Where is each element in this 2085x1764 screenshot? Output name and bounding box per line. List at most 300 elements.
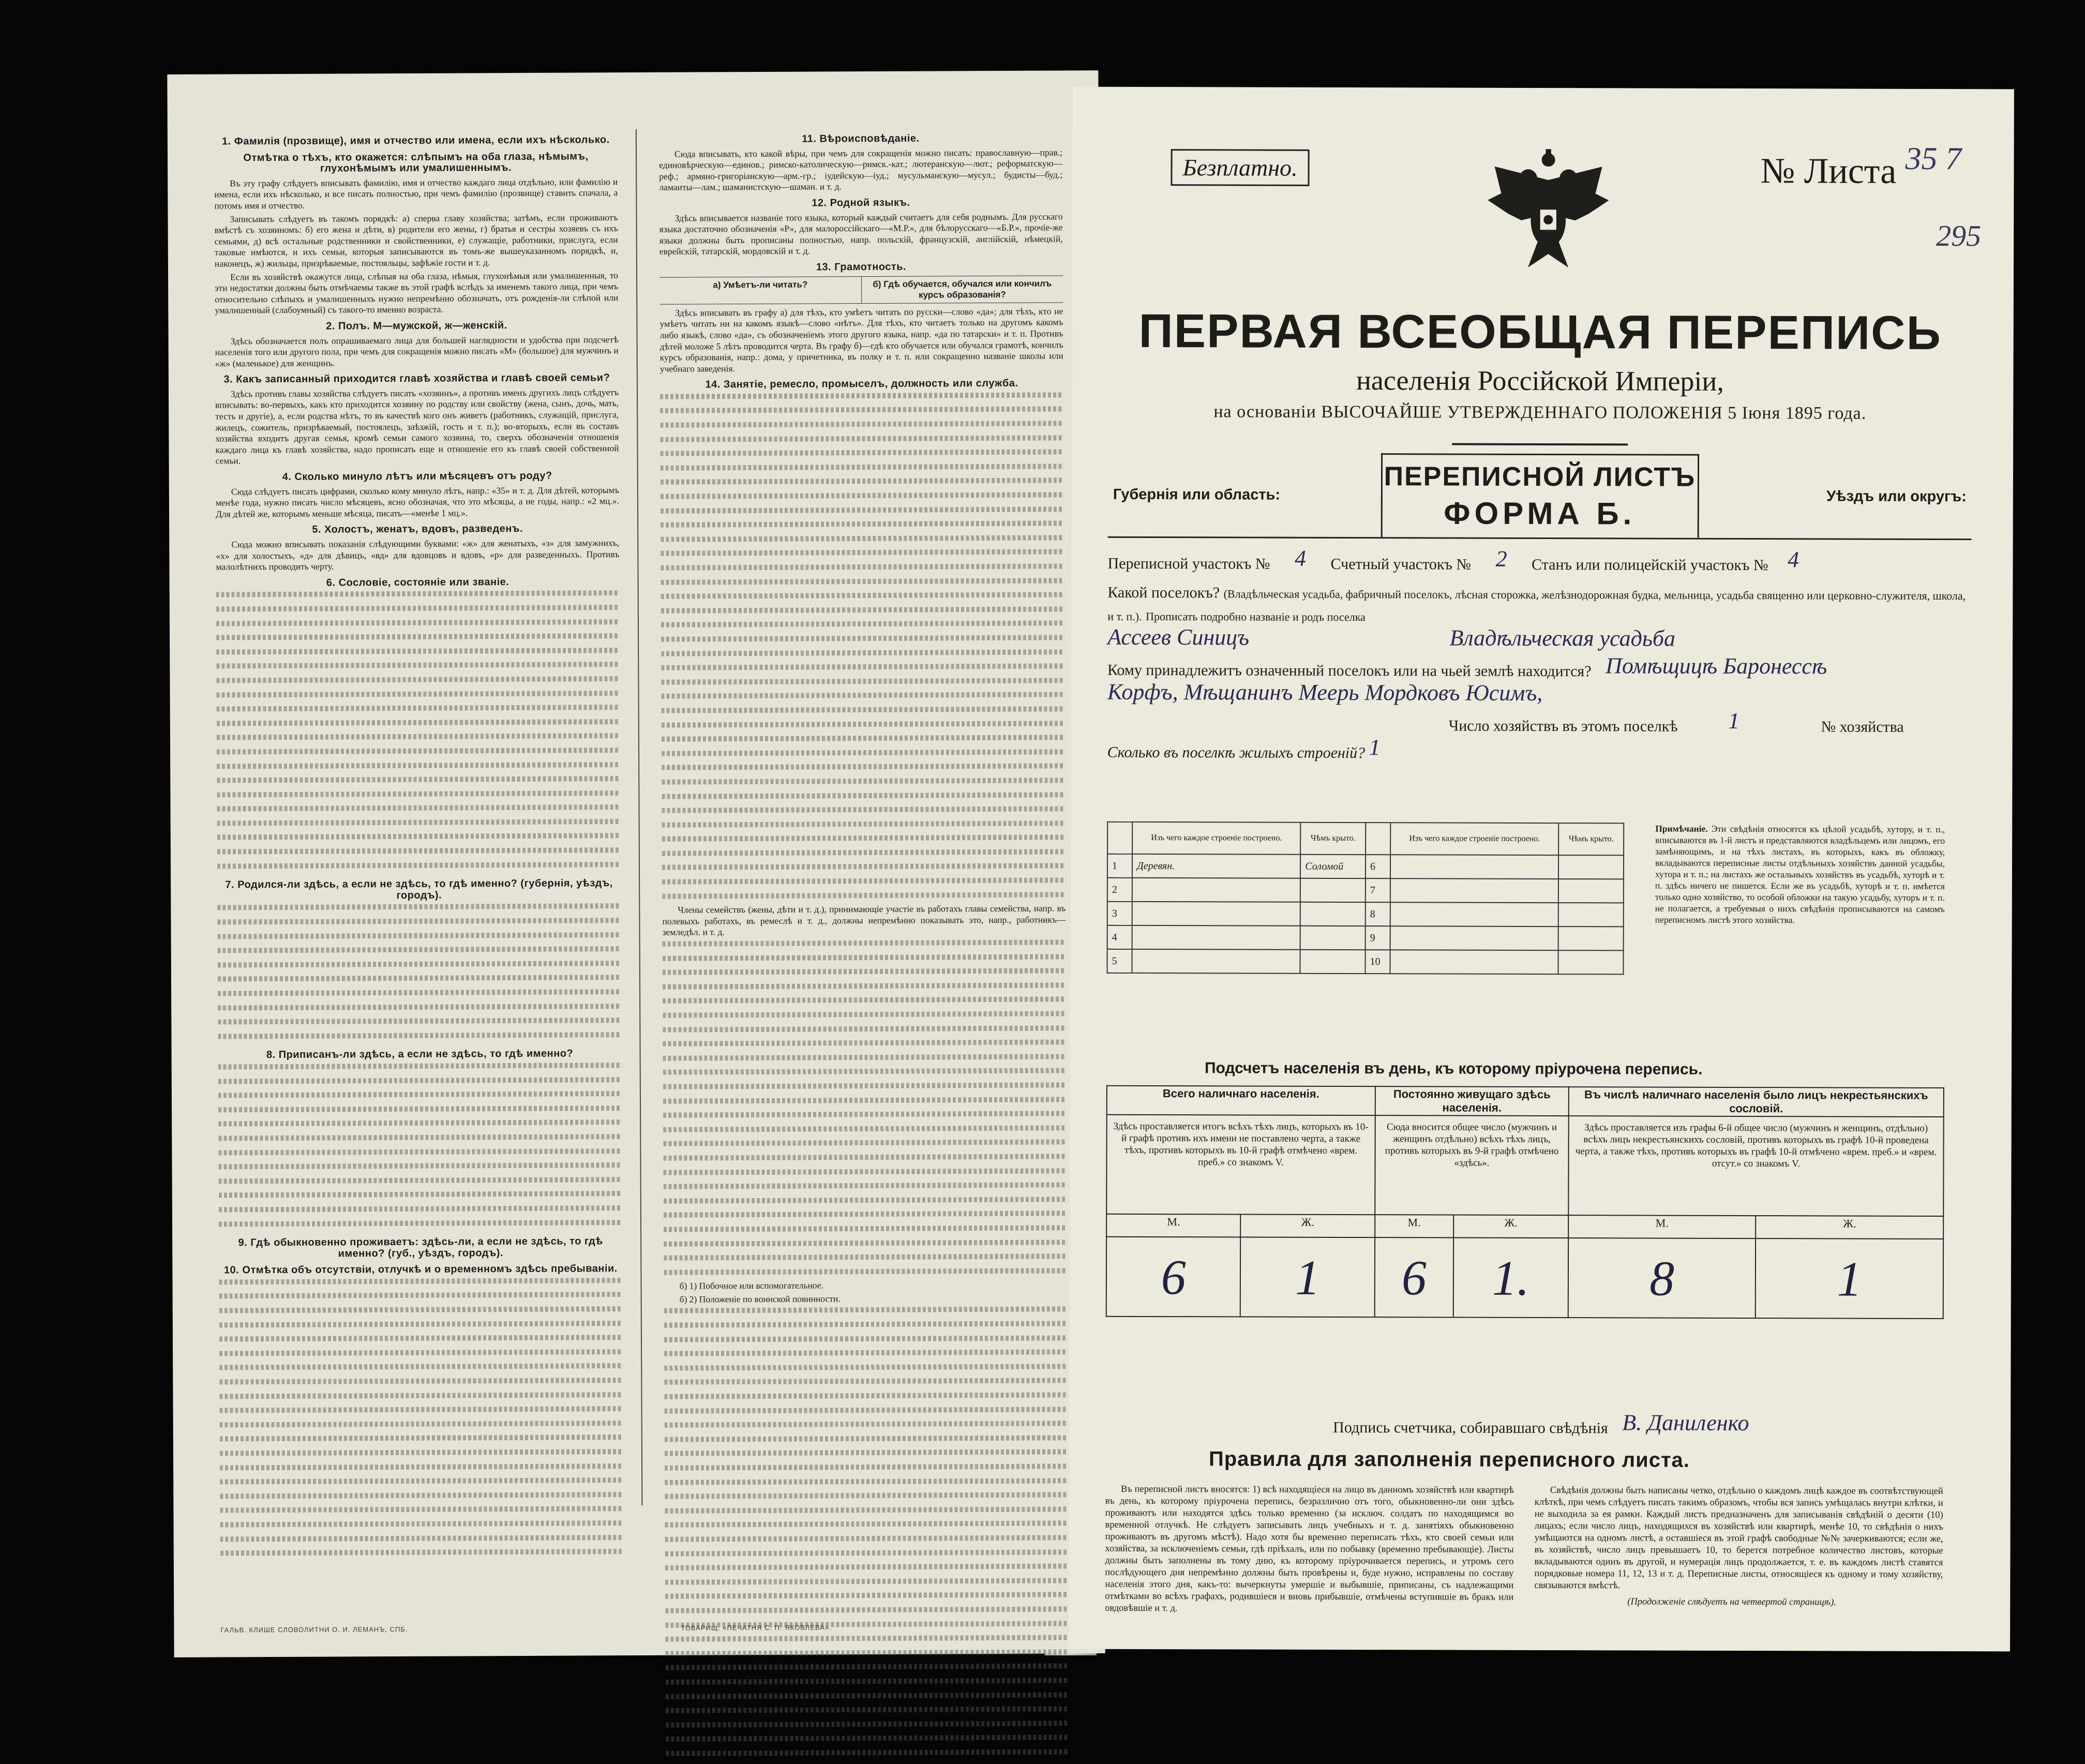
illegible-text-line [219, 1191, 622, 1204]
building-no-cell: 4 [1107, 925, 1132, 949]
roof-header-right: Чѣмъ крыто. [1558, 823, 1624, 855]
building-material-cell [1132, 925, 1300, 950]
page-header [1108, 141, 1982, 253]
settlement-value-2: Ассеев Синицъ [1107, 624, 1250, 650]
census-title: ПЕРВАЯ ВСЕОБЩАЯ ПЕРЕПИСЬ [1138, 304, 1942, 360]
illegible-text-line [218, 975, 621, 988]
illegible-text-line [661, 621, 1064, 634]
illegible-text-line [666, 1649, 1069, 1662]
female-label: Ж. [1453, 1215, 1568, 1238]
section-heading: 4. Сколько минуло лѣтъ или мѣсяцевъ отъ роду? [282, 470, 552, 483]
illegible-text-line [662, 778, 1065, 790]
building-no-cell: 8 [1366, 902, 1390, 926]
illegible-text-line [665, 1421, 1068, 1434]
tally-column-head: Всего наличнаго населенія. [1107, 1086, 1375, 1115]
building-roof-cell [1558, 903, 1624, 926]
settlement-hint: (Владѣльческая усадьба, фабричный поселокъ, лѣсная сторожка, желѣзнодорожная будка, мельница, усадьба священно или церковно-служителя, школа, и т. п.). [1107, 587, 1966, 623]
note-text: Эти свѣдѣнія относятся къ цѣлой усадьбѣ, хутору, и т. п., вписываются въ 1-й листъ и представляются владѣльцемъ или лицомъ, его замѣняющимъ, и на тѣхъ листахъ, въ которыхъ, какъ въ обложку, вкладываются переписные листы отдѣльныхъ хозяйствъ данной усадьбы, хутора и т. п.; на листахъ же остальныхъ хозяйствъ въ усадьбѣ, хуторѣ и т. п. здѣсь ничего не пишется. Если же въ усадьбѣ, хуторѣ и т. п. имѣется только одно хозяйство, то особой обложки на такую усадьбу, хуторъ и т. п. не полагается, а требуемыя о нихъ свѣдѣнія прописываются на самомъ переписномъ листѣ этого хозяйства. [1655, 823, 1945, 925]
household-no-label: № хозяйства [1821, 718, 1904, 736]
illegible-text-line [216, 676, 620, 689]
section-text: Члены семействъ (жены, дѣти и т. д.), принимающіе участіе въ работахъ главы семейства, напр. въ полевыхъ работахъ, въ ремеслѣ и т. д., должны непремѣнно показывать это, напр., работникъ—земледѣл. и т. д. [662, 903, 1066, 938]
illegible-text-line [664, 1378, 1068, 1391]
illegible-text-line [218, 932, 621, 945]
illegible-text-line [665, 1435, 1068, 1448]
illegible-text-line [664, 1392, 1068, 1405]
section-heading: 12. Родной языкъ. [812, 197, 910, 209]
illegible-text-line [661, 450, 1064, 462]
right-page [1069, 87, 2014, 1652]
gubernia-label: Губернія или область: [1113, 486, 1281, 503]
illegible-text-line [217, 762, 620, 775]
building-row [1107, 854, 1624, 879]
illegible-text-line [219, 1292, 623, 1305]
building-no-cell: 5 [1107, 949, 1132, 973]
tally-table [1106, 1085, 1944, 1319]
illegible-text-line [663, 1154, 1067, 1167]
building-no-cell: 7 [1366, 878, 1390, 902]
illegible-text-line [663, 1097, 1067, 1110]
illegible-text-line [664, 1211, 1067, 1224]
imprint-left: ГАЛЬВ. КЛИШЕ СЛОВОЛИТНИ О. И. ЛЕМАНЪ, СПБ. [220, 1625, 408, 1634]
illegible-text-line [218, 1004, 621, 1016]
stan-value: 4 [1788, 547, 1799, 573]
buildings-label: Сколько въ поселкѣ жилыхъ строеній? [1107, 743, 1366, 762]
building-material-cell [1390, 950, 1558, 974]
owner-value: Помѣщицѣ Баронессѣ [1606, 653, 1827, 679]
settlement-name-hint: Прописать подробно названіе и родъ поселка [1146, 609, 1366, 624]
building-row [1107, 902, 1624, 927]
section-text: Здѣсь вписывать въ графу а) для тѣхъ, кто умѣетъ читать по русски—слово «да»; для тѣхъ, кто не умѣетъ читать ни на какомъ языкѣ—слово «нѣтъ». Для тѣхъ, кто читаетъ только на другомъ какомъ либо языкѣ, слово «да», съ обозначеніемъ этого другого языка, напр. «да по татарски» и т. п. Противъ дѣтей моложе 5 лѣтъ проводится черта. Въ графу б)—гдѣ кто обучается или обучался грамотѣ, кончилъ курсъ образованія, напр.: дома, у причетника, въ полку и т. п. или сокращенно названіе школы или учебнаго заведенія. [659, 306, 1063, 374]
rules-title: Правила для заполненія переписного листа. [1208, 1447, 1690, 1472]
form-label: ФОРМА Б. [1444, 496, 1636, 531]
illegible-text-line [662, 835, 1066, 848]
illegible-text-line [220, 1406, 623, 1419]
illegible-text-line [660, 435, 1063, 448]
illegible-text-line [220, 1535, 624, 1548]
illegible-text-line [663, 1140, 1067, 1153]
building-roof-cell [1558, 879, 1624, 903]
buildings-note [1655, 823, 1945, 926]
census-subtitle: населенія Россійской Имперіи, [1356, 365, 1724, 397]
building-material-cell [1132, 902, 1300, 926]
divider [1452, 443, 1628, 446]
section-heading: 11. Вѣроисповѣданіе. [802, 132, 920, 145]
female-count: 1. [1453, 1238, 1568, 1318]
census-basis: на основаніи ВЫСОЧАЙШЕ УТВЕРЖДЕННАГО ПОЛОЖЕНІЯ 5 Іюня 1895 года. [1213, 402, 1867, 423]
illegible-text-line [220, 1435, 623, 1448]
illegible-text-line [218, 1063, 622, 1075]
section-heading: 2. Полъ. М—мужской, ж—женскій. [326, 319, 507, 332]
section-heading: 6. Сословіе, состояніе или званіе. [326, 576, 509, 589]
illegible-text-line [664, 1197, 1067, 1209]
count-value: 2 [1495, 546, 1507, 572]
building-material-cell [1132, 878, 1300, 902]
illegible-text-line [220, 1492, 623, 1505]
illegible-text-line [662, 877, 1066, 890]
illegible-text-line [663, 1111, 1067, 1124]
rules-left: Въ переписной листъ вносятся: 1) всѣ находящіеся на лицо въ данномъ хозяйствѣ или квартирѣ въ день, къ которому пріурочена перепись, безразлично отъ того, обыкновенно-ли они здѣсь проживаютъ или находятся здѣсь только временно (за исключ. солдатъ по находящимся во временной отлучкѣ. Не слѣдуетъ записывать лицъ учебныхъ и т. д. занятіяхъ обыкновенно проживаютъ въ другомъ мѣстѣ). Надо хотя бы временно переписать тѣхъ, кто своей семьи или хозяйства, за исключеніемъ семьи, гдѣ пріѣхалъ, или по побывку (временно пребывающіе). Листы должны быть заполнены въ тому дню, къ которому пріурочивается перепись, и утромъ сего послѣдующего дня непремѣнно должны быть провѣрены и, буде нужно, исправлены по составу населенія этого дня, какъ-то: вычеркнуты умершіе и выбывшіе, приписаны, съ надлежащими отмѣтками во всѣхъ графахъ, родившіеся и вновь прибывшіе, отмѣчены вступившіе въ бракъ или овдовѣвшіе и т. д. [1105, 1484, 1514, 1614]
building-material-cell [1390, 902, 1558, 926]
tally-column-head: Постоянно живущаго здѣсь населенія. [1375, 1086, 1569, 1116]
illegible-text-line [664, 1307, 1068, 1320]
illegible-text-line [662, 749, 1065, 762]
precinct-value: 4 [1294, 545, 1307, 571]
building-no-cell: 2 [1107, 878, 1132, 902]
illegible-text-line [219, 1177, 622, 1190]
male-label: М. [1106, 1214, 1241, 1237]
illegible-text-line [217, 833, 621, 846]
illegible-text-line [219, 1205, 622, 1218]
illegible-text-line [219, 1335, 623, 1348]
illegible-text-line [665, 1492, 1068, 1505]
illegible-text-line [666, 1721, 1069, 1733]
illegible-text-line [663, 1040, 1066, 1053]
illegible-text-line [663, 1068, 1067, 1081]
illegible-text-line [664, 1239, 1067, 1252]
illegible-text-line [217, 904, 621, 917]
section-text: б) 1) Побочное или вспомогательное. [679, 1280, 823, 1291]
building-row [1107, 949, 1623, 975]
section-heading: Отмѣтка о тѣхъ, кто окажется: слѣпымъ на оба глаза, нѣмымъ, глухонѣмымъ или умалишеннымъ. [243, 150, 589, 174]
buildings-table [1106, 821, 1624, 975]
buildings-line [1107, 735, 1971, 766]
illegible-text-line [217, 748, 620, 760]
illegible-text-line [220, 1520, 624, 1533]
illegible-text-line [665, 1506, 1068, 1519]
section-text: Сюда слѣдуетъ писать цифрами, сколько кому минуло лѣтъ, напр.: «35» и т. д. Для дѣтей, которымъ менѣе года, нужно писать число мѣсяцевъ, ясно обозначая, что это мѣсяцы, а не годы, напр.: «2 мц.». Для дѣтей же, которымъ меньше мѣсяца, писать—«менѣе 1 мц.». [215, 484, 619, 519]
illegible-text-line [217, 691, 620, 704]
sheet-number-label: № Листа [1760, 151, 1897, 191]
female-count: 1 [1756, 1238, 1943, 1319]
signature-label: Подпись счетчика, собиравшаго свѣдѣнія [1333, 1418, 1608, 1437]
illegible-text-line [218, 946, 621, 959]
section-text: Здѣсь вписывается названіе того языка, который каждый считаетъ для себя роднымъ. Для русскаго языка достаточно обозначенія «Р», для малороссійскаго—«М.Р.», для бѣлорусскаго—«Б.Р.», прочіе-же языки должны быть прописаны полностью, напр. польскій, французскій, англійскій, нѣмецкій, еврейскій, татарскій, мордовскій и т. д. [659, 211, 1063, 257]
illegible-text-line [218, 1091, 622, 1104]
male-count: 8 [1568, 1238, 1756, 1318]
form-title-box [1381, 453, 1699, 538]
material-header-right: Изъ чего каждое строеніе построено. [1390, 823, 1558, 855]
illegible-text-line [216, 591, 620, 604]
illegible-text-line [219, 1392, 623, 1405]
tally-title: Подсчетъ населенія въ день, къ которому пріурочена перепись. [1204, 1059, 1703, 1078]
illegible-text-line [218, 1148, 622, 1161]
section-text: Записывать слѣдуетъ въ такомъ порядкѣ: а) сперва главу хозяйства; затѣмъ, если проживаютъ вмѣстѣ съ хозяиномъ: б) его жена и дѣти, в) родители его жены, г) братья и сестры хозяевъ съ ихъ семьями, д) всѣ остальные родственники и свойственники, е) служащіе, работники, прислуга, если таковые имѣются, и ихъ семьи, которыя записываются въ томъ-же вышеуказанномъ порядкѣ, и, наконецъ, ж) жильцы, призрѣваемые, постояльцы, зафѣжіе гости и т. д. [214, 212, 618, 269]
signature-line [1333, 1412, 1749, 1439]
buildings-table-header [1107, 822, 1624, 856]
illegible-text-line [218, 1018, 621, 1030]
section-text: Въ эту графу слѣдуетъ вписывать фамилію, имя и отчество каждаго лица отдѣльно, или фамилію и имена, если ихъ нѣсколько, и все писать полностью, при чемъ фамилію (прозвище) ставить спачала, а потомъ имя и отчество. [214, 176, 618, 211]
male-label: М. [1568, 1215, 1756, 1238]
illegible-text-line [661, 464, 1064, 476]
illegible-text-line [663, 1054, 1067, 1067]
instructions-column-2 [659, 127, 1070, 1762]
illegible-text-line [219, 1220, 622, 1233]
illegible-text-line [664, 1182, 1067, 1195]
illegible-text-line [664, 1335, 1068, 1348]
material-header-left: Изъ чего каждое строеніе построено. [1132, 822, 1300, 855]
illegible-text-line [217, 719, 620, 732]
illegible-text-line [216, 619, 620, 632]
section-text: Здѣсь противъ главы хозяйства слѣдуетъ писать «хозяинъ», а противъ именъ другихъ лицъ слѣдуетъ вписывать: во-первыхъ, какъ кто приходится хозяину по родству или свойству (жена, сынъ, дочь, мать, тесть и другіе), а, если родства нѣтъ, то въ качествѣ кого онъ живетъ (работникъ, служащій, прислуга, жилецъ, сожитель, призрѣваемый, постоялецъ, заѣзжій, гость и т. п.); во-вторыхъ, если въ составъ хозяйства входитъ другая семья, кромѣ семьи самого хозяина, то, сверхъ обозначенія отношенія каждаго лица къ главѣ хозяйства, надо прописать еще и отношеніе его къ главѣ своей собственной семьи. [215, 387, 619, 466]
illegible-text-line [665, 1578, 1069, 1591]
section-heading: 8. Приписанъ-ли здѣсь, а если не здѣсь, то гдѣ именно? [266, 1048, 574, 1061]
instructions-column-1 [214, 129, 624, 1562]
illegible-text-line [665, 1564, 1069, 1577]
illegible-text-line [663, 954, 1066, 967]
building-roof-cell [1300, 878, 1366, 902]
illegible-text-line [665, 1535, 1069, 1548]
section-heading: 1. Фамилія (прозвище), имя и отчество или имена, если ихъ нѣсколько. [221, 134, 610, 147]
precinct-label: Переписной участокъ № [1107, 555, 1270, 573]
imprint-right: ТОВАРИЩ. «ПЕЧАТНЯ С. П. ЯКОВЛЕВА». [681, 1623, 832, 1632]
count-label: Счетный участокъ № [1330, 555, 1472, 573]
building-roof-cell [1300, 950, 1366, 974]
owner-label: Кому принадлежитъ означенный поселокъ или на чьей землѣ находится? [1107, 661, 1592, 680]
building-material-cell [1132, 949, 1300, 974]
male-label: М. [1375, 1215, 1453, 1237]
section-heading: 13. Грамотность. [816, 261, 907, 273]
building-no-cell: 1 [1107, 854, 1132, 878]
building-material-cell [1390, 855, 1558, 879]
illegible-text-line [217, 705, 620, 717]
illegible-text-line [661, 606, 1064, 619]
note-head: Примѣчаніе. [1655, 823, 1708, 834]
building-roof-cell [1558, 926, 1624, 950]
illegible-text-line [663, 1082, 1067, 1095]
tally-column-head: Въ числѣ наличнаго населенія было лицъ некрестьянскихъ сословій. [1569, 1087, 1944, 1117]
illegible-text-line [662, 863, 1066, 876]
building-roof-cell [1300, 926, 1366, 950]
illegible-text-line [219, 1364, 623, 1377]
illegible-text-line [220, 1421, 623, 1433]
illegible-text-line [660, 407, 1063, 420]
building-material-cell [1390, 878, 1558, 903]
buildings-value: 1 [1369, 735, 1381, 760]
illegible-text-line [217, 804, 621, 817]
male-count: 6 [1375, 1237, 1453, 1317]
illegible-text-line [661, 664, 1064, 677]
illegible-text-line [219, 1278, 622, 1291]
settlement-label: Какой поселокъ? [1107, 584, 1220, 602]
section-text: Сюда можно вписывать показанія слѣдующими буквами: «ж» для женатыхъ, «з» для замужнихъ, «х» для холостыхъ, «д» для дѣвицъ, «вд» для вдовцовъ и вдовъ, «р» для разведенныхъ. Противъ малолѣтнихъ проводить черту. [216, 537, 620, 572]
illegible-text-line [661, 635, 1064, 648]
illegible-text-line [661, 678, 1064, 691]
double-headed-eagle-icon [1481, 140, 1616, 275]
illegible-text-line [217, 819, 621, 832]
building-material-cell: Деревян. [1132, 854, 1300, 878]
illegible-text-line [220, 1506, 623, 1519]
illegible-text-line [666, 1749, 1069, 1762]
illegible-text-line [662, 820, 1066, 833]
illegible-text-line [665, 1592, 1069, 1605]
settlement-value-line [1107, 624, 1971, 656]
illegible-text-line [665, 1549, 1069, 1562]
illegible-text-line [665, 1478, 1068, 1491]
list-title: ПЕРЕПИСНОЙ ЛИСТЪ [1384, 461, 1696, 492]
illegible-text-line [661, 506, 1064, 519]
section-heading: 3. Какъ записанный приходится главѣ хозяйства и главѣ своей семьи? [223, 372, 610, 385]
illegible-text-line [664, 1168, 1067, 1181]
illegible-text-line [218, 1119, 622, 1132]
illegible-text-line [665, 1407, 1068, 1419]
illegible-text-line [663, 968, 1066, 981]
building-roof-cell [1558, 950, 1624, 974]
illegible-text-line [662, 849, 1066, 862]
male-count: 6 [1106, 1237, 1241, 1317]
uezd-label: Уѣздъ или округъ: [1826, 487, 1967, 505]
illegible-text-line [661, 521, 1064, 534]
illegible-text-line [220, 1477, 623, 1490]
illegible-text-line [220, 1549, 624, 1562]
signature-value: В. Даниленко [1622, 1410, 1749, 1436]
settlement-value: Владѣльческая усадьба [1449, 625, 1676, 651]
illegible-text-line [216, 605, 620, 618]
illegible-text-line [217, 776, 620, 789]
owner-value-2: Корфъ, Мѣщанинъ Меерь Мордковъ Юсимъ, [1107, 679, 1543, 706]
illegible-text-line [663, 997, 1066, 1010]
sheet-number-value: 35 7 [1905, 141, 1962, 177]
illegible-text-line [217, 847, 621, 860]
households-line [1107, 708, 1971, 738]
illegible-text-line [665, 1606, 1069, 1619]
illegible-text-line [218, 1134, 622, 1147]
illegible-text-line [664, 1350, 1068, 1363]
illegible-text-line [216, 662, 620, 675]
sheet-number-value-2: 295 [1936, 218, 1982, 253]
section-text: Здѣсь обозначается полъ опрашиваемаго лица для большей наглядности и удобства при подсчетѣ населенія того или другого пола, при чемъ для сокращенія можно писать «М» (большое) для мужчинъ и «ж» (маленькое) для женщинъ. [215, 334, 619, 369]
rules-right: Свѣдѣнія должны быть написаны четко, отдѣльно о каждомъ лицѣ каждое въ соотвѣтствующей клѣткѣ, при чемъ слѣдуетъ писать такимъ образомъ, чтобы вся запись умѣщалась внутри клѣтки, и не выходила за ея рамки. Каждый листъ предназначенъ для записыванія свѣдѣній о десяти (10) лицахъ; если число лицъ, находящихся въ хозяйствѣ или квартирѣ, менѣе 10, то свѣдѣнія о нихъ умѣщаются на одномъ листѣ, а оставшіеся въ этой графѣ свободные №№ зачеркиваются; если же, въ хозяйствѣ, число лицъ превышаетъ 10, то берется потребное количество листовъ, которые вкладываются одинъ въ другой, и нумерація лицъ продолжается, т. е. въ каждомъ листѣ ставятся порядковые номера 11, 12, 13 и т. д. Переписные листы, относящіеся къ одному и тому хозяйству, связываются вмѣстѣ. [1534, 1485, 1943, 1591]
illegible-text-line [665, 1463, 1068, 1476]
section-text: б) 2) Положеніе по воинской повинности. [679, 1293, 841, 1305]
building-roof-cell [1558, 855, 1624, 879]
owner-line-2 [1107, 679, 1971, 711]
illegible-text-line [218, 989, 621, 1002]
illegible-text-line [216, 648, 620, 661]
illegible-text-line [662, 692, 1065, 705]
precinct-line [1107, 545, 1971, 577]
illegible-text-line [661, 549, 1064, 562]
illegible-text-line [220, 1463, 623, 1476]
tally-column-desc: Здѣсь проставляется итогъ всѣхъ тѣхъ лицъ, которыхъ въ 10-й графѣ противъ ихъ имени не поставлено черта, а также тѣхъ, противъ которыхъ въ 10-й графѣ отмѣчено «врем. преб.» со знакомъ V. [1106, 1115, 1375, 1215]
building-no-cell: 6 [1366, 855, 1390, 878]
illegible-text-line [664, 1364, 1068, 1377]
illegible-text-line [662, 792, 1065, 805]
illegible-text-line [217, 918, 621, 931]
illegible-text-line [662, 721, 1065, 734]
illegible-text-line [663, 939, 1066, 952]
illegible-text-line [219, 1349, 623, 1362]
section-heading: 10. Отмѣтка объ отсутствіи, отлучкѣ и о временномъ здѣсь пребываніи. [223, 1263, 618, 1276]
illegible-text-line [662, 735, 1065, 748]
illegible-text-line [661, 535, 1064, 548]
female-count: 1 [1240, 1237, 1375, 1317]
building-no-cell: 10 [1365, 950, 1390, 974]
illegible-text-line [219, 1378, 623, 1391]
illegible-text-line [666, 1692, 1069, 1705]
households-label: Число хозяйствъ въ этомъ поселкѣ [1448, 717, 1678, 735]
free-stamp: Безплатно. [1171, 149, 1309, 186]
illegible-text-line [665, 1449, 1068, 1462]
illegible-text-line [666, 1735, 1069, 1748]
households-value: 1 [1728, 708, 1740, 734]
building-roof-cell [1300, 902, 1366, 926]
rules-continue: (Продолженіе слѣдуетъ на четвертой страницѣ). [1627, 1596, 1836, 1608]
illegible-text-line [218, 961, 621, 974]
section-heading: 7. Родился-ли здѣсь, а если не здѣсь, то гдѣ именно? (губернія, уѣздъ, городъ). [225, 877, 613, 901]
section-text: Сюда вписывать, кто какой вѣры, при чемъ для сокращенія можно писать: православную—прав.; единовѣрческую—единов.; римско-католическую—римск.-кат.; лютеранскую—лют.; реформатскую—реф.; армяно-григоріанскую—арм.-гр.; іудейскую—іуд.; мусульманскую—мусул.; будисты—буд.; ламаиты—лам.; шаманистскую—шаман. и т. д. [659, 146, 1063, 193]
illegible-text-line [661, 592, 1064, 605]
section-heading: 9. Гдѣ обыкновенно проживаетъ: здѣсь-ли, а если не здѣсь, то гдѣ именно? (губ., уѣздъ, городъ). [238, 1235, 603, 1260]
illegible-text-line [218, 1032, 621, 1045]
building-no-cell: 3 [1107, 902, 1132, 925]
building-row [1107, 925, 1624, 951]
illegible-text-line [661, 492, 1064, 505]
literacy-subcolumn-head: б) Гдѣ обучается, обучался или кончилъ курсъ образованія? [873, 278, 1052, 300]
illegible-text-line [666, 1664, 1069, 1677]
illegible-text-line [218, 1077, 622, 1090]
column-divider [636, 129, 643, 1505]
female-label: Ж. [1241, 1214, 1375, 1237]
illegible-text-line [666, 1678, 1069, 1691]
illegible-text-line [663, 982, 1066, 995]
illegible-text-line [664, 1225, 1067, 1238]
illegible-text-line [666, 1706, 1069, 1719]
illegible-text-line [666, 1635, 1069, 1648]
illegible-text-line [662, 764, 1065, 776]
illegible-text-line [661, 578, 1064, 591]
illegible-text-line [665, 1521, 1069, 1534]
left-page [167, 70, 1105, 1657]
illegible-text-line [662, 806, 1066, 819]
section-text: Если въ хозяйствѣ окажутся лица, слѣпыя на оба глаза, нѣмыя, глухонѣмыя или умалишенныя, то эти недостатки должны быть отмѣчаемы также въ этой графѣ вслѣдъ за именемъ такого лица, при чемъ относительно слѣпыхъ и умалишенныхъ нужно непремѣнно обозначать, отъ рожденія-ли слѣпой или умалишенный (слабоумный) съ такого-то именно возраста. [215, 270, 619, 316]
building-roof-cell: Соломой [1300, 855, 1366, 878]
illegible-text-line [217, 862, 621, 875]
illegible-text-line [217, 790, 620, 803]
illegible-text-line [218, 1105, 622, 1118]
roof-header-left: Чѣмъ крыто. [1300, 823, 1366, 855]
building-no-cell: 9 [1366, 926, 1390, 950]
section-heading: 5. Холостъ, женатъ, вдовъ, разведенъ. [312, 523, 523, 536]
female-label: Ж. [1756, 1216, 1944, 1239]
illegible-text-line [662, 706, 1065, 719]
building-row [1107, 878, 1624, 903]
illegible-text-line [663, 1125, 1067, 1138]
building-material-cell [1390, 926, 1558, 950]
stan-label: Станъ или полицейскій участокъ № [1532, 556, 1768, 574]
literacy-subcolumns [659, 275, 1063, 305]
form-header [1108, 453, 1972, 540]
illegible-text-line [661, 649, 1064, 662]
settlement-line [1107, 582, 1971, 630]
section-heading: 14. Занятіе, ремесло, промыселъ, должность или служба. [705, 378, 1018, 391]
illegible-text-line [663, 1025, 1066, 1038]
illegible-text-line [664, 1321, 1068, 1334]
illegible-text-line [663, 1011, 1066, 1024]
illegible-text-line [660, 392, 1063, 405]
illegible-text-line [661, 478, 1064, 491]
illegible-text-line [660, 421, 1063, 433]
illegible-text-line [219, 1162, 622, 1175]
literacy-subcolumn-head: а) Умѣетъ-ли читать? [659, 277, 862, 304]
illegible-text-line [220, 1449, 623, 1462]
illegible-text-line [219, 1321, 623, 1334]
illegible-text-line [664, 1253, 1067, 1266]
illegible-text-line [216, 633, 620, 646]
illegible-text-line [219, 1306, 623, 1319]
tally-column-desc: Здѣсь проставляется изъ графы 6-й общее число (мужчинъ и женщинъ, отдѣльно) всѣхъ лицъ некрестьянскихъ сословій, противъ которыхъ въ графѣ 10-й проведена черта, а также тѣхъ, противъ которыхъ въ графѣ 10-й отмѣчено «врем. преб.» и «врем. отсут.» со знакомъ V. [1568, 1116, 1944, 1216]
illegible-text-line [661, 563, 1064, 576]
tally-column-desc: Сюда вносится общее число (мужчинъ и женщинъ отдѣльно) всѣхъ тѣхъ лицъ, противъ которыхъ въ 9-й графѣ отмѣчено «здѣсь». [1375, 1115, 1568, 1215]
